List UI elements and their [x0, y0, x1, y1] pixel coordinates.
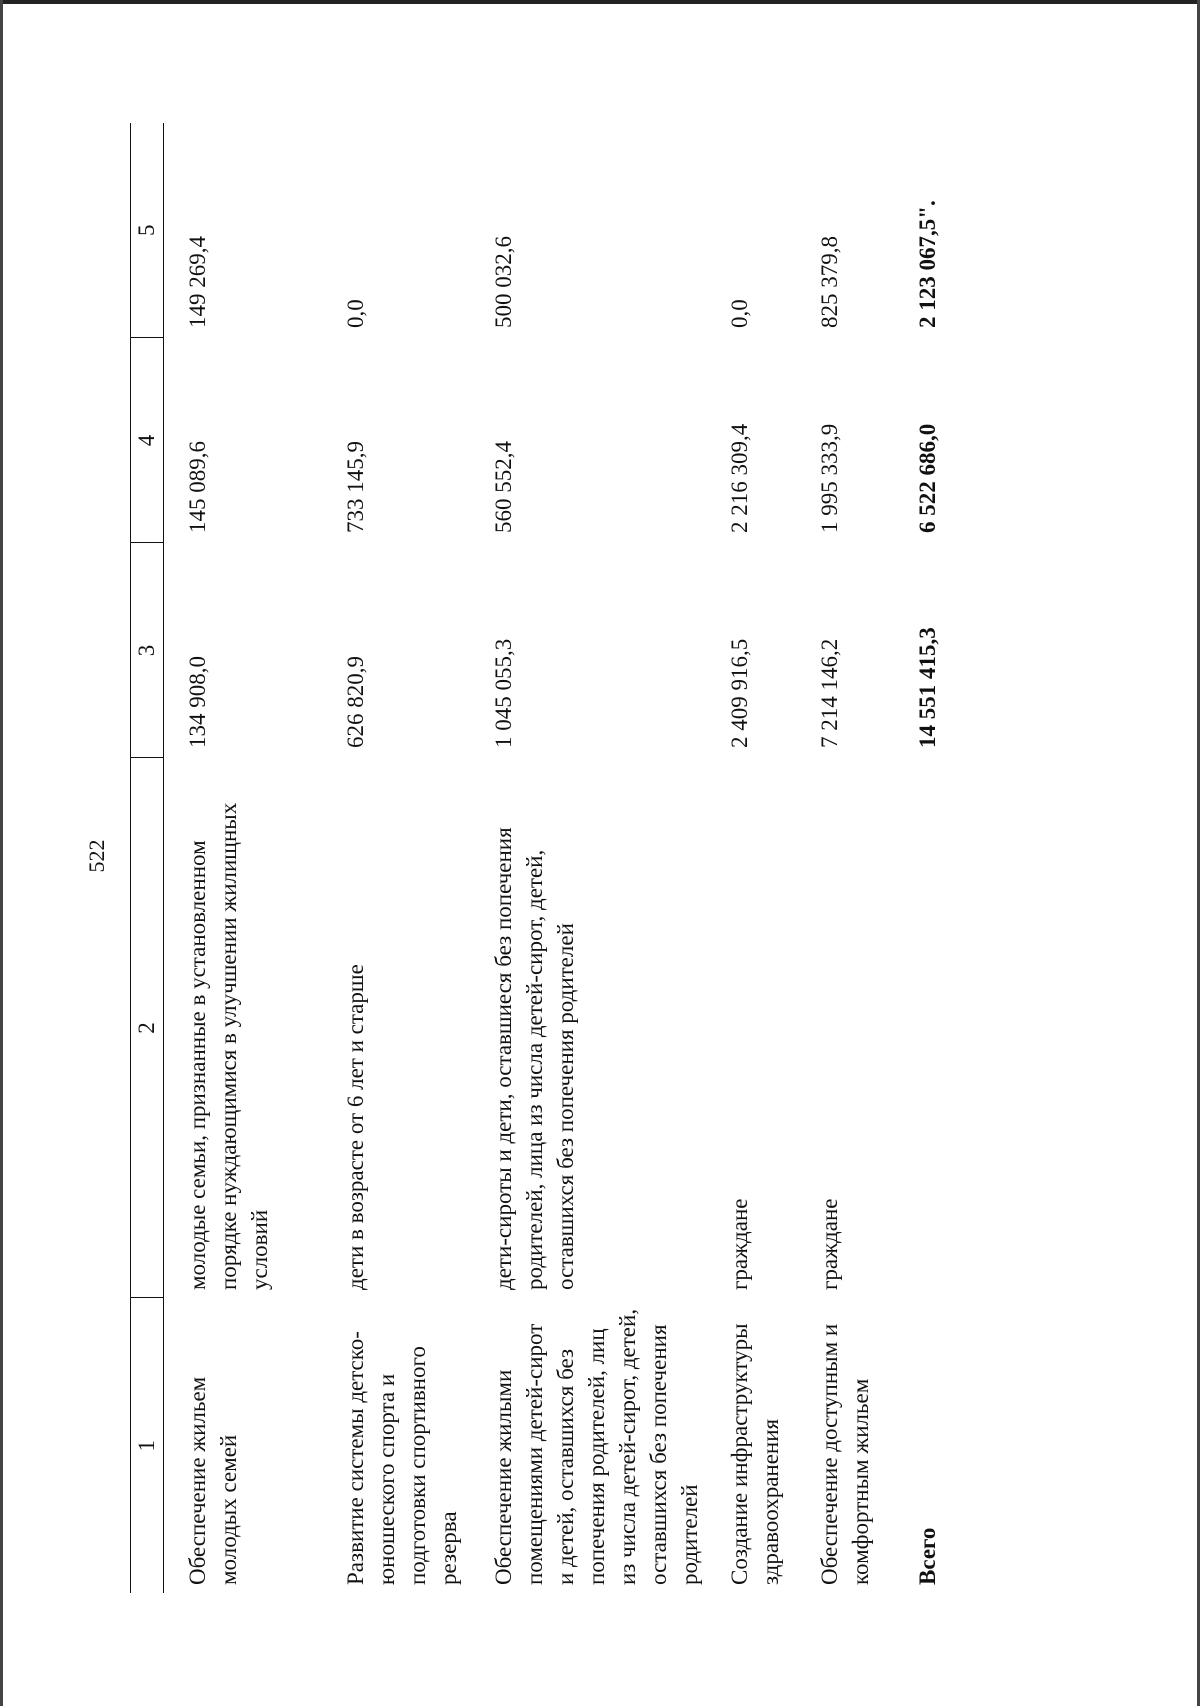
program-name: Обеспечение доступным и комфортным жильем	[817, 1323, 873, 1585]
total-col-4: 6 522 686,0	[915, 423, 940, 533]
recipient-category: молодые семьи, признанные в установленном порядке нуждающимися в улучшении жилищных условий	[185, 802, 272, 1290]
column-header-1: 1	[131, 1298, 164, 1593]
total-col-5: 2 123 067,5".	[915, 200, 940, 328]
value-col-4: 2 216 309,4	[727, 423, 752, 533]
table-row	[706, 123, 796, 1593]
value-col-3: 1 045 055,3	[491, 638, 516, 748]
value-col-5: 0,0	[727, 299, 752, 328]
program-name: Обеспечение жилыми помещениями детей-сирот и детей, оставшихся без попечения родителей, лиц из числа детей-сирот, детей, оставшихся без попечения родителей	[491, 1308, 702, 1585]
table-row	[796, 123, 894, 1593]
scan-edge-left	[0, 0, 3, 1706]
column-header-4: 4	[131, 338, 164, 543]
recipient-category: дети в возрасте от 6 лет и старше	[343, 964, 368, 1290]
rotated-page	[100, 93, 1100, 1613]
column-header-3: 3	[131, 543, 164, 758]
recipient-category: граждане	[817, 1198, 842, 1290]
recipient-category: дети-сироты и дети, оставшиеся без попечения родителей, лица из числа детей-сирот, детей, оставшихся без попечения родителей	[491, 827, 578, 1290]
value-col-3: 2 409 916,5	[727, 638, 752, 748]
column-header-2: 2	[131, 758, 164, 1298]
program-name: Развитие системы детско-юношеского спорта и подготовки спортивного резерва	[343, 1331, 461, 1585]
header-row	[131, 123, 164, 1593]
value-col-4: 733 145,9	[343, 441, 368, 533]
total-col-3: 14 551 415,3	[915, 627, 940, 748]
page-number: 522	[84, 839, 109, 873]
table-row	[322, 123, 470, 1593]
total-label: Всего	[915, 1527, 940, 1585]
value-col-4: 560 552,4	[491, 441, 516, 533]
column-header-5: 5	[131, 123, 164, 338]
budget-table	[130, 123, 972, 1593]
scan-edge-top	[0, 0, 1200, 4]
value-col-5: 149 269,4	[185, 236, 210, 328]
value-col-3: 626 820,9	[343, 656, 368, 748]
value-col-3: 134 908,0	[185, 656, 210, 748]
table-row	[470, 123, 706, 1593]
recipient-category: граждане	[727, 1198, 752, 1290]
value-col-3: 7 214 146,2	[817, 638, 842, 748]
value-col-5: 825 379,8	[817, 236, 842, 328]
value-col-4: 1 995 333,9	[817, 423, 842, 533]
table-row	[164, 123, 323, 1593]
program-name: Создание инфраструктуры здравоохранения	[727, 1323, 783, 1585]
total-row	[894, 123, 972, 1593]
program-name: Обеспечение жильем молодых семей	[185, 1376, 241, 1585]
value-col-4: 145 089,6	[185, 441, 210, 533]
total-empty-cell	[894, 758, 972, 1298]
value-col-5: 500 032,6	[491, 236, 516, 328]
value-col-5: 0,0	[343, 299, 368, 328]
